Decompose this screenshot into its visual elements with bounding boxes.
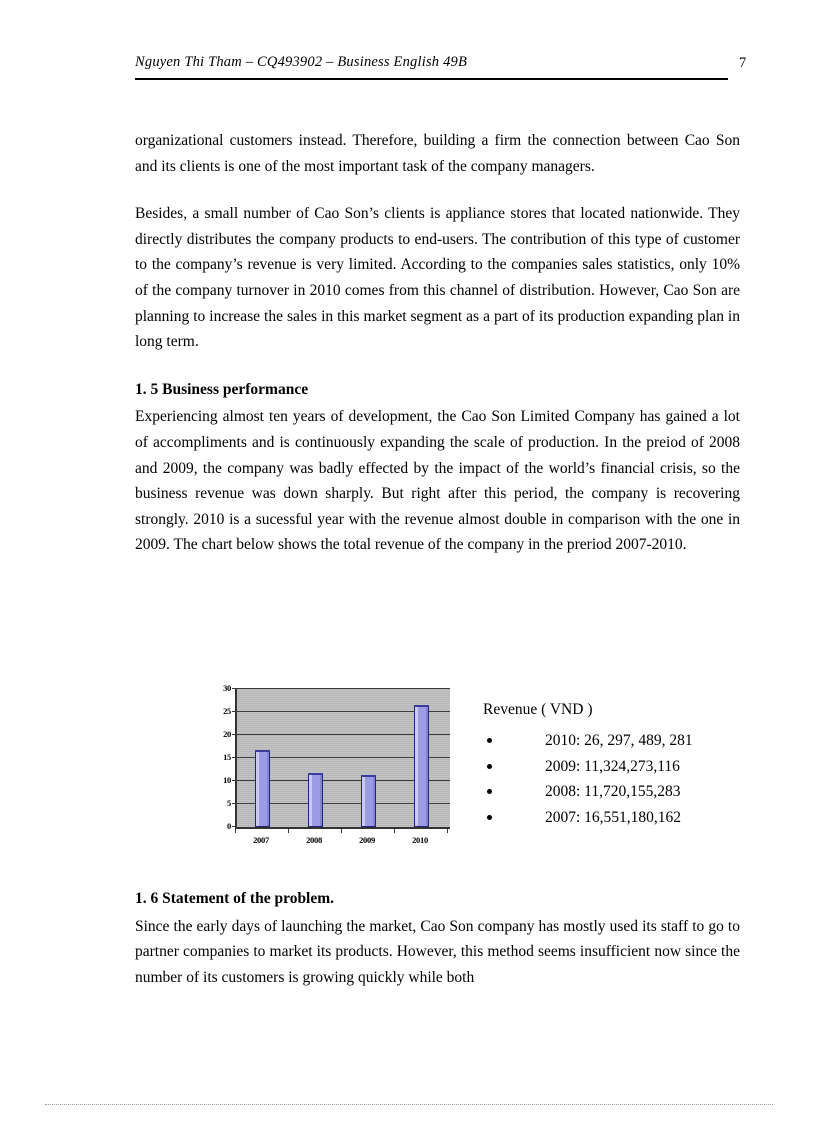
x-tickmark	[394, 829, 395, 833]
y-tick-label: 10	[223, 775, 231, 785]
paragraph-business-performance: Experiencing almost ten years of development, the Cao Son Limited Company has gained a lot of accompliments and is continuously expanding the scale of production. In the preiod of 2008 and 2009, the company was badly effected by the impact of the world’s financial crisis, so the business revenue was down sharply. But right after this period, the company is recovering strongly. 2010 is a sucessful year with the revenue almost double in comparison with the one in 2009. The chart below shows the total revenue of the company in the preriod 2007-2010.	[135, 408, 740, 554]
header-divider	[135, 78, 728, 80]
page-number: 7	[739, 55, 747, 71]
gridline	[237, 688, 450, 689]
legend-item	[483, 805, 743, 831]
legend-item	[483, 754, 743, 780]
chart-x-axis	[235, 829, 448, 845]
y-tickmark	[232, 757, 237, 758]
y-tick-label: 20	[223, 729, 231, 739]
legend-title: Revenue ( VND )	[483, 701, 593, 718]
bullet-icon	[487, 815, 492, 820]
x-tick-label: 2009	[359, 835, 375, 845]
chart-y-axis	[205, 683, 231, 831]
y-tickmark	[232, 711, 237, 712]
document-body	[135, 128, 740, 558]
x-tickmark	[235, 829, 236, 833]
x-tick-label: 2008	[306, 835, 322, 845]
y-tick-label: 0	[227, 821, 231, 831]
y-tickmark	[232, 734, 237, 735]
x-tickmark	[288, 829, 289, 833]
heading-statement-of-problem: 1. 6 Statement of the problem.	[135, 890, 335, 907]
revenue-legend	[483, 698, 743, 830]
document-body-lower	[135, 886, 740, 990]
paragraph-appliance-stores: Besides, a small number of Cao Son’s clients is appliance stores that located nationwide. They directly distributes the company products to end-users. The contribution of this type of customer to the company’s revenue is very limited. According to the companies sales statistics, only 10% of the company turnover in 2010 comes from this channel of distribution. However, Cao Son are planning to increase the sales in this market segment as a part of its production expanding plan in long term.	[135, 205, 740, 351]
paragraph-organizational-customers: organizational customers instead. Therefore, building a firm the connection between Cao Son and its clients is one of the most important task of the company managers.	[135, 132, 740, 175]
bar-2010	[414, 705, 429, 827]
bar-2009	[361, 775, 376, 827]
y-tick-label: 5	[227, 798, 231, 808]
legend-item-label: 2009: 11,324,273,116	[545, 757, 680, 775]
revenue-figure	[135, 683, 740, 848]
header-title: Nguyen Thi Tham – CQ493902 – Business English 49B	[135, 54, 468, 70]
paragraph-statement-of-problem: Since the early days of launching the market, Cao Son company has mostly used its staff to go to partner companies to market its products. However, this method seems insufficient now since the number of its customers is growing quickly while both	[135, 917, 740, 986]
y-tick-label: 30	[223, 683, 231, 693]
y-tickmark	[232, 688, 237, 689]
y-tickmark	[232, 780, 237, 781]
revenue-bar-chart	[205, 683, 509, 845]
legend-item-label: 2007: 16,551,180,162	[545, 808, 682, 826]
legend-item	[483, 779, 743, 805]
y-tickmark	[232, 826, 237, 827]
y-tick-label: 15	[223, 752, 231, 762]
x-tick-label: 2007	[253, 835, 269, 845]
page-header	[135, 54, 747, 82]
y-tickmark	[232, 803, 237, 804]
legend-item-label: 2008: 11,720,155,283	[545, 783, 681, 800]
legend-item	[483, 728, 743, 754]
bullet-icon	[487, 789, 492, 794]
heading-business-performance: 1. 5 Business performance	[135, 380, 309, 398]
legend-item-label: 2010: 26, 297, 489, 281	[545, 732, 693, 749]
x-tickmark	[447, 829, 448, 833]
bullet-icon	[487, 764, 492, 769]
bar-2007	[255, 750, 270, 827]
bullet-icon	[487, 738, 492, 743]
x-tickmark	[341, 829, 342, 833]
bar-2008	[308, 773, 323, 827]
chart-plot-area	[235, 688, 450, 829]
x-tick-label: 2010	[412, 835, 428, 845]
y-tick-label: 25	[223, 706, 231, 716]
page-footer-divider	[45, 1104, 773, 1106]
